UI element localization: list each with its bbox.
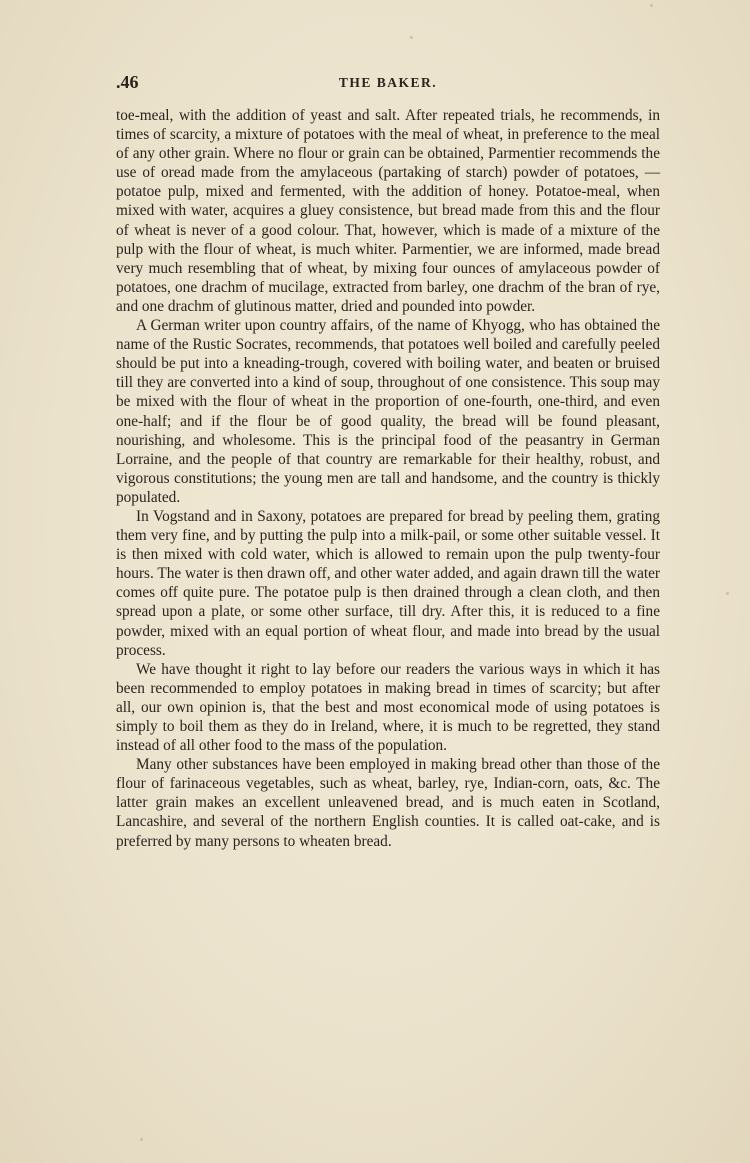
paper-speck xyxy=(726,592,729,595)
paragraph: Many other substances have been employed in making bread other than those of the flour of farinaceous vegetables, such as wheat, barley, rye, Indian-corn, oats, &c. The latter grain makes an excellent unleavened bread, and is much eaten in Scotland, Lancashire, and several of the northern English counties. It is called oat-cake, and is preferred by many persons to wheaten bread. xyxy=(116,756,660,850)
paragraph: In Vogstand and in Saxony, potatoes are prepared for bread by peeling them, grating them very fine, and by putting the pulp into a milk-pail, or some other suitable vessel. It is then mixed with cold water, which is allowed to remain upon the pulp twenty-four hours. The water is then drawn off, and other water added, and again drawn till the water comes off quite pure. The potatoe pulp is then drained through a clean cloth, and then spread upon a plate, or some other surface, till dry. After this, it is reduced to a fine powder, mixed with an equal portion of wheat flour, and made into bread by the usual process. xyxy=(116,507,660,659)
running-head: THE BAKER. xyxy=(338,75,438,90)
paragraph: We have thought it right to lay before our readers the various ways in which it has been recommended to employ potatoes in making bread in times of scarcity; but after all, our own opinion is, that the best and most economical mode of using potatoes is simply to boil them as they do in Ireland, where, it is much to be regretted, they stand instead of all other food to the mass of the population. xyxy=(116,660,660,755)
page-header xyxy=(116,72,660,96)
paragraph: A German writer upon country affairs, of the name of Khyogg, who has obtained the name of the Rustic Socrates, recommends, that potatoes well boiled and carefully peeled should be put into a kneading-trough, covered with boiling water, and beaten or bruised till they are converted into a kind of soup, throughout of one consistence. This soup may be mixed with the flour of wheat in the proportion of one-fourth, one-third, and even one-half; and if the flour be of good quality, the bread will be found pleasant, nourishing, and wholesome. This is the principal food of the peasantry in German Lorraine, and the people of that country are remarkable for their healthy, robust, and vigorous constitutions; the young men are tall and handsome, and the country is thickly populated. xyxy=(116,317,660,506)
paper-speck xyxy=(410,36,413,39)
paper-speck xyxy=(140,1138,143,1141)
paper-speck xyxy=(650,4,653,7)
paragraph: toe-meal, with the addition of yeast and salt. After repeated trials, he recommends, in times of scarcity, a mixture of potatoes with the meal of wheat, in preference to the meal of any other grain. Where no flour or grain can be obtained, Parmentier recommends the use of oread made from the amylaceous (partaking of starch) powder of potatoes, — potatoe pulp, mixed and fermented, with the addition of honey. Potatoe-meal, when mixed with water, acquires a gluey consistence, but bread made from this and the flour of wheat is never of a good colour. That, however, which is made of a mixture of the pulp with the flour of wheat, is much whiter. Parmentier, we are informed, made bread very much resembling that of wheat, by mixing four ounces of amylaceous powder of potatoes, one drachm of mucilage, extracted from barley, one drachm of the bran of rye, and one drachm of glutinous matter, dried and pounded into powder. xyxy=(116,107,660,315)
body-text xyxy=(116,106,660,851)
page-number: .46 xyxy=(116,72,139,92)
